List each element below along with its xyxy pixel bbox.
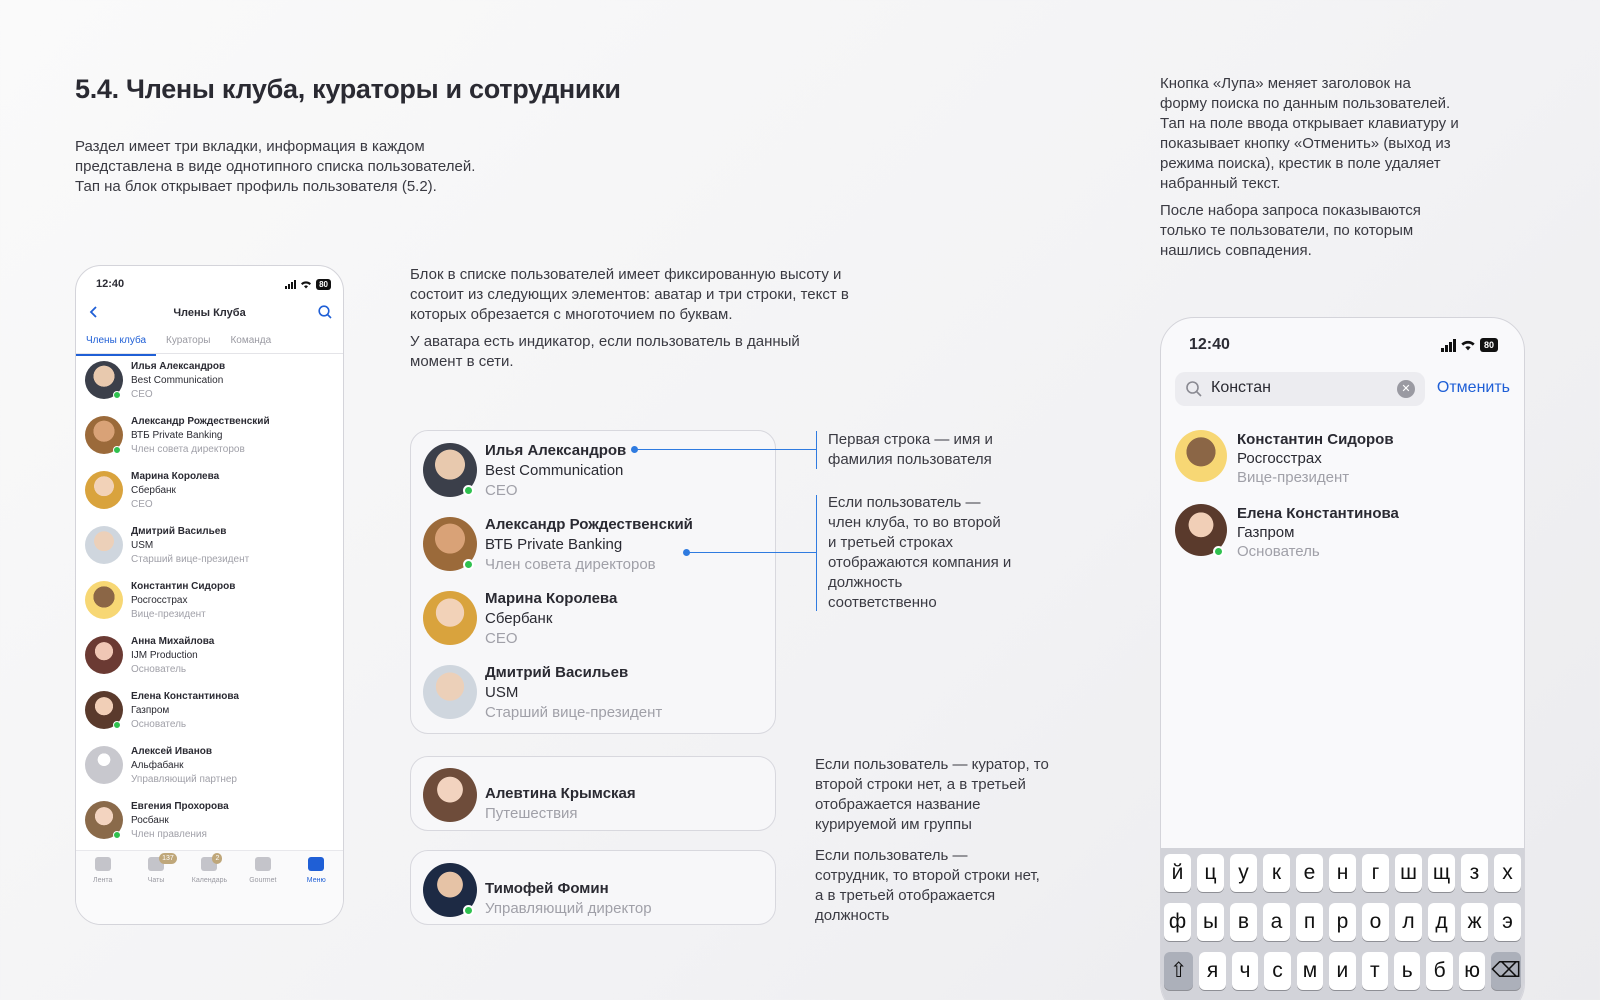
tab-team[interactable]: Команда: [230, 335, 272, 346]
user-text: [131, 635, 214, 677]
user-text: [131, 745, 237, 787]
user-name: Александр Рождественский: [131, 416, 270, 427]
status-time: 12:40: [1189, 336, 1230, 353]
key-с[interactable]: с: [1264, 952, 1290, 990]
user-row-member[interactable]: [423, 663, 763, 719]
user-company: Best Communication: [485, 462, 624, 479]
user-role: Вице-президент: [1237, 469, 1350, 486]
user-company: Росбанк: [131, 815, 169, 826]
wifi-icon: [300, 280, 312, 289]
list-item-user[interactable]: [76, 633, 343, 688]
user-text: [131, 800, 229, 842]
status-bar: [1161, 332, 1524, 358]
user-role: Управляющий партнер: [131, 774, 237, 785]
search-query: Констан: [1211, 379, 1271, 396]
user-role: Член правления: [131, 829, 207, 840]
key-г[interactable]: г: [1362, 854, 1389, 892]
backspace-key[interactable]: ⌫: [1491, 952, 1521, 990]
status-time: 12:40: [96, 278, 125, 290]
callout-line: [686, 552, 816, 553]
key-ь[interactable]: ь: [1394, 952, 1420, 990]
key-д[interactable]: д: [1428, 903, 1455, 941]
search-result-item[interactable]: [1175, 430, 1505, 490]
bottom-tab-bar: [76, 850, 343, 924]
wifi-icon: [1460, 339, 1476, 351]
badge-count: 137: [159, 853, 177, 864]
user-company: Газпром: [131, 705, 170, 716]
user-company: USM: [485, 684, 519, 701]
user-name: Анна Михайлова: [131, 636, 215, 647]
online-indicator: [1213, 546, 1224, 557]
tab-menu[interactable]: [291, 857, 341, 924]
block-description: [410, 265, 855, 379]
key-б[interactable]: б: [1426, 952, 1452, 990]
badge-count: 2: [212, 853, 222, 864]
clear-icon[interactable]: ✕: [1397, 380, 1415, 398]
avatar: [423, 768, 477, 822]
menu-icon: [308, 857, 324, 871]
key-х[interactable]: х: [1494, 854, 1521, 892]
list-item-user[interactable]: [76, 413, 343, 468]
user-company: Сбербанк: [485, 610, 553, 627]
nav-bar: [76, 298, 343, 328]
search-desc-paragraph: Кнопка «Лупа» меняет заголовок на форму поиска по данным пользователей. Тап на поле ввода открывает клавиатуру и показывает кнопку «Отменить» (выход из режима поиска), крестик в поле удаляет набранный текст.: [1160, 75, 1459, 192]
user-role: CEO: [131, 499, 153, 510]
feed-icon: [95, 857, 111, 871]
search-result-item[interactable]: [1175, 504, 1505, 564]
key-р[interactable]: р: [1329, 903, 1356, 941]
user-row-member[interactable]: [423, 515, 763, 571]
callout-first-line: Первая строка — имя и фамилия пользователя: [828, 431, 993, 468]
user-name: Илья Александров: [131, 361, 226, 372]
key-щ[interactable]: щ: [1428, 854, 1455, 892]
status-bar: [76, 274, 343, 294]
keyboard-row: [1164, 903, 1521, 941]
callout-curator: Если пользователь — куратор, то второй строки нет, а в третьей отображается название курируемой им группы: [815, 756, 1049, 833]
user-name: Елена Константинова: [1237, 505, 1399, 522]
key-и[interactable]: и: [1329, 952, 1355, 990]
keyboard-row: [1164, 952, 1521, 990]
user-name: Марина Королева: [131, 471, 220, 482]
key-м[interactable]: м: [1297, 952, 1323, 990]
user-name: Дмитрий Васильев: [485, 664, 629, 681]
user-role: Член совета директоров: [485, 556, 656, 573]
user-company: ВТБ Private Banking: [131, 430, 223, 441]
tab-chats[interactable]: [131, 857, 181, 924]
key-н[interactable]: н: [1329, 854, 1356, 892]
user-name: Константин Сидоров: [1237, 431, 1394, 448]
search-desc-paragraph: После набора запроса показываются только те пользователи, по которым нашлись совпадения.: [1160, 202, 1421, 259]
phone-members-list: [75, 265, 344, 925]
user-role: CEO: [131, 389, 153, 400]
user-text: [131, 415, 270, 457]
key-ы[interactable]: ы: [1197, 903, 1224, 941]
user-text: [485, 441, 626, 501]
user-row-curator[interactable]: [423, 766, 763, 822]
tab-curators[interactable]: Кураторы: [166, 335, 211, 346]
avatar: [85, 636, 123, 674]
online-indicator: [463, 485, 474, 496]
tab-members[interactable]: Члены клуба: [76, 332, 156, 353]
user-role: CEO: [485, 482, 518, 499]
online-indicator: [113, 446, 121, 454]
search-icon[interactable]: [317, 304, 333, 320]
list-item-user[interactable]: [76, 468, 343, 523]
block-desc-paragraph: У аватара есть индикатор, если пользователь в данный момент в сети.: [410, 333, 800, 370]
keyboard-row: [1164, 854, 1521, 892]
cancel-button[interactable]: Отменить: [1436, 379, 1510, 396]
user-role: Старший вице-президент: [485, 704, 663, 721]
user-group: Путешествия: [485, 805, 578, 822]
tab-gourmet[interactable]: [238, 857, 288, 924]
back-chevron-icon[interactable]: [86, 304, 102, 320]
user-company: IJM Production: [131, 650, 198, 661]
key-ц[interactable]: ц: [1197, 854, 1224, 892]
key-я[interactable]: я: [1199, 952, 1225, 990]
user-role: Управляющий директор: [485, 900, 652, 917]
tab-label: Чаты: [147, 877, 165, 884]
user-text: [485, 515, 693, 575]
key-л[interactable]: л: [1395, 903, 1422, 941]
list-item-user[interactable]: [76, 798, 343, 853]
online-indicator: [463, 905, 474, 916]
key-ф[interactable]: ф: [1164, 903, 1191, 941]
user-role: Основатель: [131, 664, 187, 675]
callout-bracket: [816, 431, 817, 469]
shift-key[interactable]: ⇧: [1164, 952, 1193, 990]
online-indicator: [113, 391, 121, 399]
user-name: Марина Королева: [485, 590, 618, 607]
callout-staff: Если пользователь — сотрудник, то второй строки нет, а в третьей отображается должность: [815, 847, 1040, 924]
avatar: [423, 665, 477, 719]
user-text: [131, 360, 225, 402]
online-indicator: [113, 721, 121, 729]
online-indicator: [463, 559, 474, 570]
user-company: ВТБ Private Banking: [485, 536, 623, 553]
user-role: Старший вице-президент: [131, 554, 250, 565]
avatar: [85, 526, 123, 564]
callout-member: Если пользователь — член клуба, то во второй и третьей строках отображаются компания и должность соответственно: [828, 494, 1012, 611]
key-ю[interactable]: ю: [1459, 952, 1485, 990]
staff-card-example: [410, 850, 776, 925]
user-company: Альфабанк: [131, 760, 184, 771]
key-п[interactable]: п: [1296, 903, 1323, 941]
list-item-user[interactable]: [76, 578, 343, 633]
user-text: [1237, 504, 1399, 561]
key-ч[interactable]: ч: [1232, 952, 1258, 990]
user-name: Константин Сидоров: [131, 581, 236, 592]
tab-label: Меню: [306, 877, 326, 884]
tab-bar-top: [76, 332, 343, 354]
user-name: Алевтина Крымская: [485, 785, 636, 802]
list-item-user[interactable]: [76, 743, 343, 798]
user-company: Сбербанк: [131, 485, 176, 496]
key-о[interactable]: о: [1362, 903, 1389, 941]
keyboard: [1161, 848, 1524, 1000]
user-role: Вице-президент: [131, 609, 206, 620]
tab-label: Календарь: [191, 877, 228, 884]
battery-icon: 80: [1480, 338, 1498, 352]
key-а[interactable]: а: [1263, 903, 1290, 941]
key-ш[interactable]: ш: [1395, 854, 1422, 892]
user-name: Елена Константинова: [131, 691, 239, 702]
list-item-user[interactable]: [76, 688, 343, 743]
user-text: [485, 663, 662, 723]
user-company: Росгосстрах: [1237, 450, 1322, 467]
tab-feed[interactable]: [78, 857, 128, 924]
user-role: Член совета директоров: [131, 444, 245, 455]
user-row-member[interactable]: [423, 589, 763, 645]
key-э[interactable]: э: [1494, 903, 1521, 941]
user-name: Дмитрий Васильев: [131, 526, 227, 537]
user-text: [1237, 430, 1394, 487]
tab-calendar[interactable]: [184, 857, 234, 924]
key-ж[interactable]: ж: [1461, 903, 1488, 941]
user-role: Основатель: [131, 719, 187, 730]
callout-bracket: [816, 495, 817, 611]
key-з[interactable]: з: [1461, 854, 1488, 892]
gourmet-icon: [255, 857, 271, 871]
user-company: Росгосстрах: [131, 595, 188, 606]
user-role: CEO: [485, 630, 518, 647]
member-card-example: [410, 430, 776, 734]
user-row-staff[interactable]: [423, 861, 763, 917]
online-indicator: [113, 831, 121, 839]
user-text: [485, 589, 617, 649]
callout-line: [634, 449, 816, 450]
user-text: [131, 525, 249, 567]
user-company: Best Communication: [131, 375, 224, 386]
user-text: [131, 470, 219, 512]
avatar: [85, 581, 123, 619]
intro-line: Тап на блок открывает профиль пользователя (5.2).: [75, 178, 437, 195]
avatar: [1175, 430, 1227, 482]
user-text: [131, 690, 239, 732]
curator-card-example: [410, 756, 776, 831]
list-item-user[interactable]: [76, 523, 343, 578]
phone-search: [1160, 317, 1525, 1000]
key-е[interactable]: е: [1296, 854, 1323, 892]
key-в[interactable]: в: [1230, 903, 1257, 941]
user-name: Тимофей Фомин: [485, 880, 609, 897]
search-description: [1160, 74, 1460, 268]
tab-label: Gourmet: [249, 877, 277, 884]
key-у[interactable]: у: [1230, 854, 1257, 892]
user-name: Илья Александров: [485, 442, 627, 459]
battery-icon: 80: [316, 279, 331, 290]
block-desc-paragraph: Блок в списке пользователей имеет фиксированную высоту и состоит из следующих элементов: аватар и три строки, текст в которых обрезается с многоточием по буквам.: [410, 266, 849, 323]
tab-label: Лента: [93, 877, 113, 884]
search-icon: [1185, 380, 1203, 398]
user-name: Александр Рождественский: [485, 516, 693, 533]
avatar: [85, 746, 123, 784]
signal-icon: [1441, 339, 1456, 352]
avatar: [423, 591, 477, 645]
intro-text: [75, 137, 545, 197]
page-title: 5.4. Члены клуба, кураторы и сотрудники: [75, 74, 621, 104]
key-к[interactable]: к: [1263, 854, 1290, 892]
members-list: [76, 358, 343, 853]
signal-icon: [285, 280, 296, 289]
user-name: Евгения Прохорова: [131, 801, 229, 812]
intro-line: Раздел имеет три вкладки, информация в каждом: [75, 138, 425, 155]
user-name: Алексей Иванов: [131, 746, 212, 757]
intro-line: представлена в виде однотипного списка пользователей.: [75, 158, 476, 175]
user-role: Основатель: [1237, 543, 1320, 560]
user-company: USM: [131, 540, 154, 551]
list-item-user[interactable]: [76, 358, 343, 413]
nav-title: Члены Клуба: [173, 307, 246, 319]
user-company: Газпром: [1237, 524, 1295, 541]
avatar: [85, 471, 123, 509]
key-т[interactable]: т: [1362, 952, 1388, 990]
user-text: [131, 580, 235, 622]
search-input[interactable]: [1175, 372, 1425, 406]
key-й[interactable]: й: [1164, 854, 1191, 892]
